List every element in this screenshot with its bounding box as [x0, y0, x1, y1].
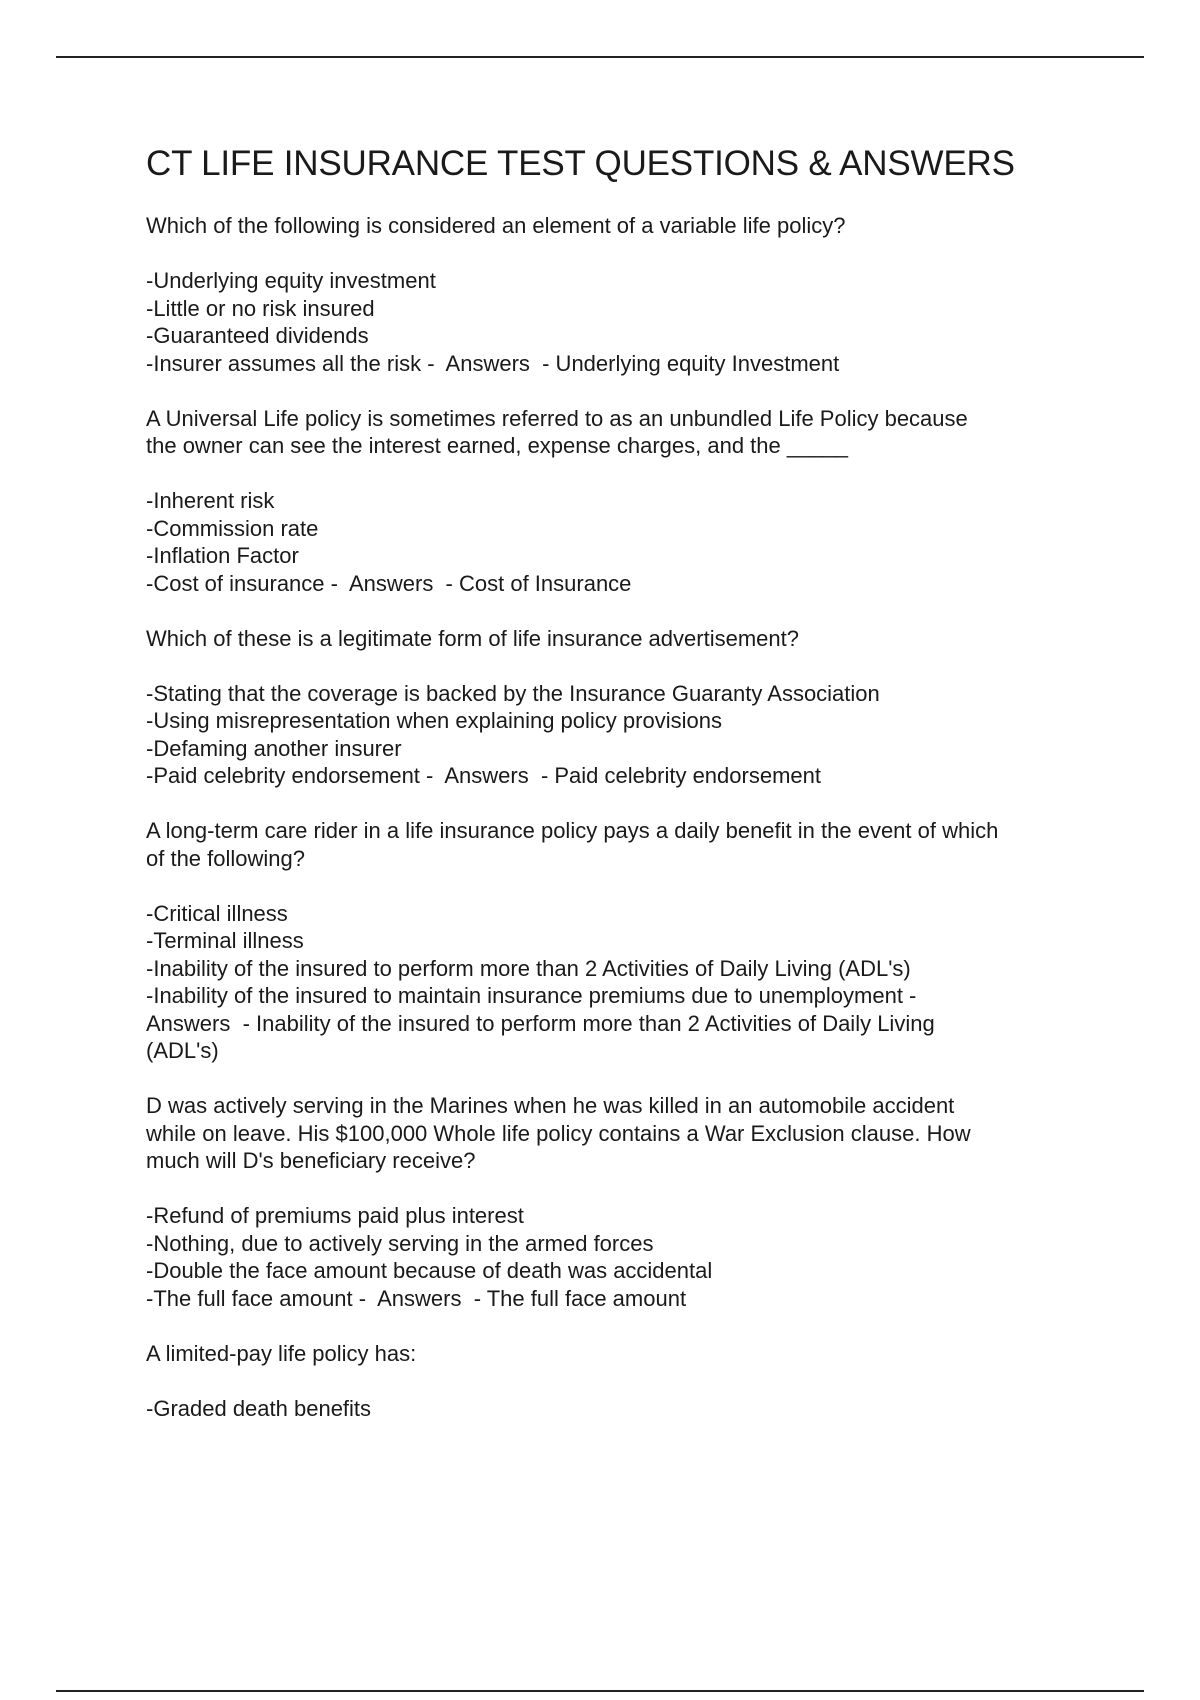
text-line: -Inherent risk — [146, 488, 275, 513]
text-line: (ADL's) — [146, 1038, 219, 1063]
text-line: -Defaming another insurer — [146, 735, 402, 761]
text-line: -Nothing, due to actively serving in the armed forces — [146, 1230, 654, 1256]
text-line: A limited-pay life policy has: — [146, 1340, 417, 1366]
text-line: -Graded death benefits — [146, 1395, 372, 1421]
text-line: -Little or no risk insured — [146, 295, 375, 321]
text-line: -The full face amount - Answers - The full face amount — [146, 1285, 687, 1311]
text-line: A Universal Life policy is sometimes referred to as an unbundled Life Policy because — [146, 405, 968, 431]
options-3 — [146, 680, 1096, 790]
question-2 — [146, 405, 1096, 460]
options-2 — [146, 487, 1096, 597]
text-line: -Underlying equity investment — [146, 268, 436, 293]
question-3 — [146, 625, 1096, 653]
options-1 — [146, 267, 1096, 377]
question-1 — [146, 212, 1096, 240]
text-line: Answers - Inability of the insured to perform more than 2 Activities of Daily Living — [146, 1010, 935, 1036]
text-line: -Inability of the insured to perform more than 2 Activities of Daily Living (ADL's) — [146, 955, 911, 981]
header-rule — [56, 56, 1144, 58]
text-line: -Insurer assumes all the risk - Answers - Underlying equity Investment — [146, 350, 840, 376]
text-line: while on leave. His $100,000 Whole life policy contains a War Exclusion clause. How — [146, 1120, 971, 1146]
text-line: D was actively serving in the Marines when he was killed in an automobile accident — [146, 1093, 955, 1118]
text-line: -Terminal illness — [146, 928, 304, 953]
document-title: CT LIFE INSURANCE TEST QUESTIONS & ANSWERS — [146, 144, 1015, 183]
text-line: -Double the face amount because of death was accidental — [146, 1258, 713, 1283]
document-page — [146, 142, 1096, 1450]
text-line: -Guaranteed dividends — [146, 323, 369, 348]
options-4 — [146, 900, 1096, 1065]
options-5 — [146, 1202, 1096, 1312]
question-4 — [146, 817, 1096, 872]
options-6 — [146, 1395, 1096, 1423]
text-line: of the following? — [146, 845, 305, 871]
text-line: -Inability of the insured to maintain insurance premiums due to unemployment - — [146, 983, 917, 1008]
text-line: much will D's beneficiary receive? — [146, 1148, 476, 1173]
question-5 — [146, 1092, 1096, 1175]
text-line: the owner can see the interest earned, expense charges, and the _____ — [146, 433, 849, 458]
text-line: -Stating that the coverage is backed by the Insurance Guaranty Association — [146, 680, 880, 706]
text-line: -Cost of insurance - Answers - Cost of Insurance — [146, 570, 632, 596]
text-line: Which of these is a legitimate form of life insurance advertisement? — [146, 625, 799, 651]
footer-rule — [56, 1690, 1144, 1692]
text-line: A long-term care rider in a life insurance policy pays a daily benefit in the event of which — [146, 818, 999, 843]
text-line: -Critical illness — [146, 900, 288, 926]
text-line: -Paid celebrity endorsement - Answers - Paid celebrity endorsement — [146, 763, 821, 788]
text-line: -Refund of premiums paid plus interest — [146, 1203, 524, 1228]
text-line: -Inflation Factor — [146, 543, 299, 568]
text-line: -Commission rate — [146, 515, 319, 541]
text-line: -Using misrepresentation when explaining policy provisions — [146, 708, 722, 733]
text-line: Which of the following is considered an element of a variable life policy? — [146, 213, 846, 238]
question-6 — [146, 1340, 1096, 1368]
